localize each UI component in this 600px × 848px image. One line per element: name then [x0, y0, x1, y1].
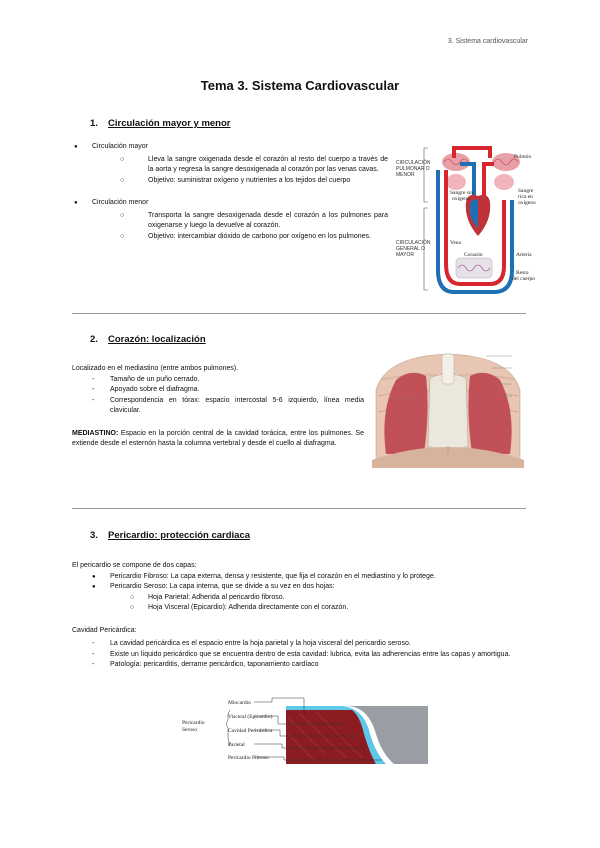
label-seroso-2: Seroso [182, 727, 197, 733]
mediastino-paragraph: MEDIASTINO: Espacio en la porción central de la cavidad torácica, entre los pulmones. Se extiende desde el esternón hasta la columna vertebral y desde el cuello al diafragma. [72, 429, 364, 447]
label-sangre-rica-1: Sangre [518, 188, 534, 194]
sub-list-item: ○ Objetivo: intercambiar dióxido de carbono por oxígeno en los pulmones. [72, 232, 388, 243]
section2-intro: Localizado en el mediastino (entre ambos pulmones). [72, 365, 239, 372]
sub-list-item: ○ Transporta la sangre desoxigenada desde el corazón a los pulmones para oxigenarse y luego la devuelve al corazón. [72, 211, 388, 232]
list-item: ● Circulación menor [72, 198, 388, 209]
divider [72, 313, 526, 314]
label-circ-menor-3: MENOR [396, 172, 415, 178]
label-circ-mayor-2: GENERAL O [396, 246, 425, 252]
page-title: Tema 3. Sistema Cardiovascular [200, 78, 400, 93]
sub-list-item: ○ Lleva la sangre oxigenada desde el corazón al resto del cuerpo a través de la aorta y regresa la sangre desoxigenada al corazón por las venas cavas. [72, 155, 388, 176]
sub-list-item: ○ Hoja Parietal: Adherida al pericardio fibroso. [72, 593, 528, 604]
label-seroso-1: Pericardio [182, 720, 205, 726]
list-item: - Apoyado sobre el diafragma. [72, 385, 364, 396]
label-cavidad: Cavidad Pericárdica [228, 728, 273, 734]
label-vena: Vena [450, 240, 461, 246]
section3-text [72, 561, 528, 671]
label-corazon: Corazón [464, 252, 483, 258]
label-sangre-sin-2: oxígeno [452, 196, 470, 202]
label-circ-mayor-3: MAYOR [396, 252, 414, 258]
label-resto-1: Resto [516, 270, 529, 276]
label-sangre-sin-1: Sangre sin [450, 190, 474, 196]
pericardium-diagram [176, 694, 440, 766]
label-circ-menor-2: PULMONAR O [396, 166, 430, 172]
list-item: - La cavidad pericárdica es el espacio entre la hoja parietal y la hoja visceral del pericardio seroso. [72, 639, 528, 650]
list-item: ● Pericardio Fibroso: La capa externa, densa y resistente, que fija el corazón en el mediastino y lo protege. [72, 572, 528, 583]
label-fibroso: Pericardio Fibroso [228, 755, 269, 761]
list-item: ● Pericardio Seroso: La capa interna, que se divide a su vez en dos hojas: [72, 582, 528, 593]
section3-intro: El pericardio se compone de dos capas: [72, 562, 197, 569]
section2-heading: 2. Corazón: localización [90, 334, 206, 345]
label-parietal: Parietal [228, 742, 245, 748]
cavidad-title: Cavidad Pericárdica: [72, 626, 137, 634]
section1-list [72, 142, 388, 242]
circulation-diagram [394, 140, 544, 300]
mediastinum-shape [428, 374, 468, 450]
list-item: - Tamaño de un puño cerrado. [72, 375, 364, 386]
list-item: - Patología: pericarditis, derrame pericárdico, taponamiento cardíaco [72, 660, 528, 671]
label-sangre-rica-3: oxígeno [518, 200, 536, 206]
running-header: 3. Sistema cardiovascular [447, 38, 528, 45]
label-resto-2: del cuerpo [512, 276, 536, 282]
label-circ-menor-1: CIRCULACIÓN [396, 160, 431, 166]
label-sangre-rica-2: rica en [518, 194, 533, 200]
label-arteria: Arteria [516, 252, 532, 258]
section1-heading: 1. Circulación mayor y menor [90, 118, 231, 129]
label-circ-mayor-1: CIRCULACIÓN [396, 240, 431, 246]
label-miocardio: Miocardio [228, 700, 251, 706]
mediastinum-diagram [366, 350, 530, 468]
sub-list-item: ○ Objetivo: suministrar oxígeno y nutrientes a los tejidos del cuerpo [72, 176, 388, 187]
label-pulmon: Pulmón [514, 154, 532, 160]
list-item: - Correspondencia en tórax: espacio intercostal 5-6 izquierdo, línea media clavicular. [72, 396, 364, 417]
section3-heading: 3. Pericardio: protección cardiaca [90, 530, 251, 541]
section2-text [72, 364, 364, 450]
sub-list-item: ○ Hoja Visceral (Epicardio): Adherida directamente con el corazón. [72, 603, 528, 614]
list-item: ● Circulación mayor [72, 142, 388, 153]
divider [72, 508, 526, 509]
list-item: - Existe un líquido pericárdico que se encuentra dentro de esta cavidad: lubrica, evita las adherencias entre las capas y amortigua. [72, 650, 528, 661]
label-visceral: Visceral (Epicardio) [228, 714, 273, 720]
